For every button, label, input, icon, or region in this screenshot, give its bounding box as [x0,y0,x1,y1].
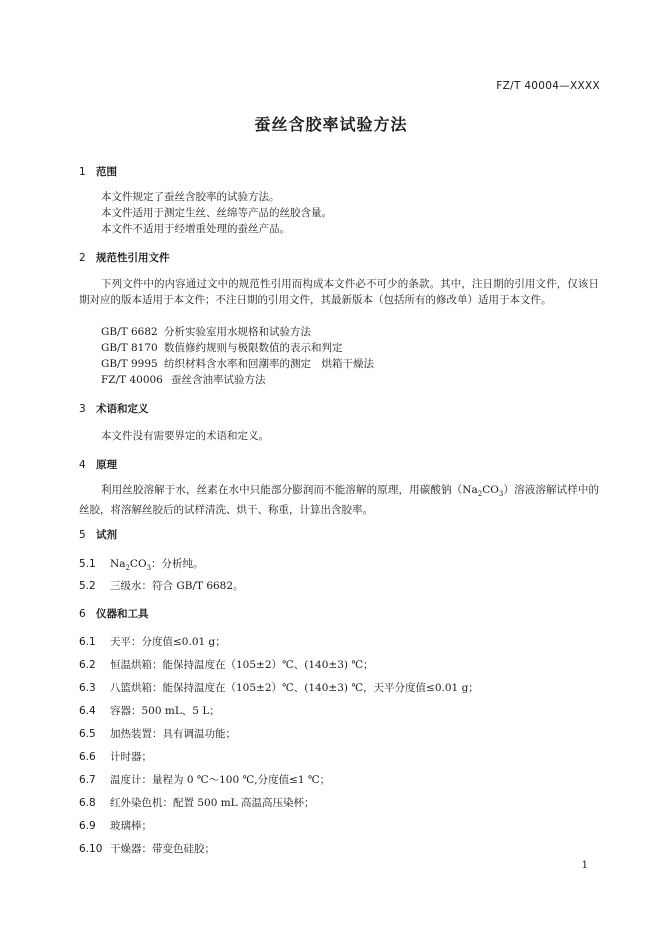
apparatus-item [79,841,215,856]
item-text: 恒温烘箱：能保持温度在（105±2）℃、(140±3) ℃； [110,659,374,671]
document-title: 蚕丝含胶率试验方法 [254,115,408,134]
section-number: 3 [79,403,86,415]
reference-item [101,324,311,339]
section-number: 4 [79,459,86,471]
apparatus-item [79,634,226,649]
item-text: 三级水：符合 GB/T 6682。 [110,580,244,592]
apparatus-item [79,680,479,695]
reagent-item: 5.1 $Na_2CO_3$：分析纯。 [79,558,204,573]
reference-item [101,340,343,355]
section-heading-3 [79,401,149,416]
reference-title: 数值修约规则与极限数值的表示和判定 [164,342,343,354]
section-title: 规范性引用文件 [96,252,170,264]
item-text: 温度计：量程为 0 ℃～100 ℃,分度值≤1 ℃； [110,774,331,786]
item-number: 6.10 [79,843,103,855]
item-number: 6.1 [79,636,96,648]
section-number: 1 [79,166,86,178]
section-number: 2 [79,252,86,264]
apparatus-item [79,772,330,787]
item-text: 计时器； [110,751,152,763]
item-text: 容器：500 mL、5 L； [110,705,220,717]
item-text: 红外染色机：配置 500 mL 高温高压染杯； [110,797,315,809]
reference-code: GB/T 6682 [101,326,158,338]
reference-title: 蚕丝含油率试验方法 [171,374,266,386]
item-number: 6.2 [79,659,96,671]
standard-number: FZ/T 40004—XXXX [496,80,600,92]
apparatus-item [79,749,152,764]
item-number: 6.3 [79,682,96,694]
paragraph: 本文件适用于测定生丝、丝绵等产品的丝胶含量。 [101,207,332,219]
paragraph: 本文件不适用于经增重处理的蚕丝产品。 [101,223,290,235]
item-number: 6.8 [79,797,96,809]
section-title: 仪器和工具 [96,608,149,620]
reference-item [101,356,374,371]
item-number: 6.7 [79,774,96,786]
item-number: 6.4 [79,705,96,717]
item-text: 加热装置：具有调温功能； [110,728,236,740]
reference-code: GB/T 9995 [101,358,158,370]
apparatus-item [79,818,152,833]
section-heading-6 [79,606,149,621]
section-title: 原理 [96,459,117,471]
section-heading-2 [79,250,170,265]
section-number: 5 [79,529,86,541]
reference-code: GB/T 8170 [101,342,158,354]
reference-title: 分析实验室用水规格和试验方法 [164,326,311,338]
item-number: 6.9 [79,820,96,832]
paragraph: 本文件没有需要界定的术语和定义。 [101,430,269,442]
principle-paragraph: 利用丝胶溶解于水，丝素在水中只能部分膨润而不能溶解的原理，用碳酸钠$(Na_2CO_3)$溶液溶解试样中的丝胶，将溶解丝胶后的试样清洗、烘干、称重，计算出含胶率。 [79,484,600,517]
section-heading-4 [79,457,117,472]
item-number: 5.2 [79,580,96,592]
reference-item [101,372,266,387]
normative-references-intro: 下列文件中的内容通过文中的规范性引用而构成本文件必不可少的条款。其中，注日期的引用文件，仅该日期对应的版本适用于本文件；不注日期的引用文件，其最新版本（包括所有的修改单）适用于本文件。 [79,278,599,307]
section-title: 试剂 [96,529,117,541]
item-text: 天平：分度值≤0.01 g； [110,636,226,648]
reference-title: 纺织材料含水率和回潮率的测定 烘箱干燥法 [164,358,374,370]
reagent-item [79,578,244,593]
item-number: 6.6 [79,751,96,763]
section-number: 6 [79,608,86,620]
item-text: 干燥器：带变色硅胶； [110,843,215,855]
section-heading-1 [79,164,117,179]
apparatus-item [79,657,374,672]
section-title: 术语和定义 [96,403,149,415]
section-heading-5 [79,527,117,542]
item-number: 5.1 [79,558,96,570]
paragraph: 本文件规定了蚕丝含胶率的试验方法。 [101,191,280,203]
page-number: 1 [581,860,588,871]
item-text: 八篮烘箱：能保持温度在（105±2）℃、(140±3) ℃，天平分度值≤0.01 g； [110,682,479,694]
item-text: 玻璃棒； [110,820,152,832]
reference-code: FZ/T 40006 [101,374,163,386]
apparatus-item [79,795,314,810]
apparatus-item [79,703,220,718]
section-title: 范围 [96,166,117,178]
item-number: 6.5 [79,728,96,740]
apparatus-item [79,726,236,741]
